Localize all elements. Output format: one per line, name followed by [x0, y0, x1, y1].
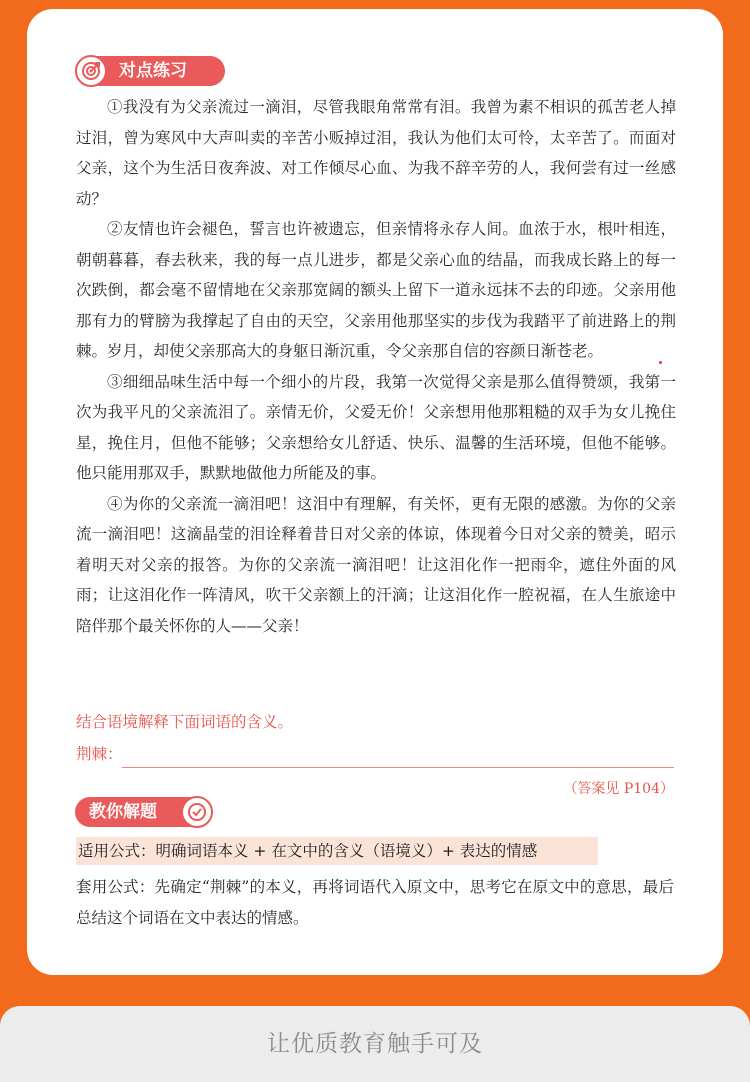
reading-passage	[76, 92, 676, 641]
formula-box: 适用公式：明确词语本义 + 在文中的含义（语境义）+ 表达的情感	[76, 837, 598, 865]
paragraph-2: ②友情也许会褪色，誓言也许被遗忘，但亲情将永存人间。血浓于水，根叶相连，朝朝暮暮，春去秋来，我的每一点儿进步，都是父亲心血的结晶，而我成长路上的每一次跌倒，都会毫不留情地在父亲那宽阔的额头上留下一道永远抹不去的印迹。父亲用他那有力的臂膀为我撑起了自由的天空，父亲用他那坚实的步伐为我踏平了前进路上的荆棘。岁月，却使父亲那高大的身躯日渐沉重，令父亲那自信的容颜日渐苍老。	[76, 220, 676, 360]
question-prompt: 结合语境解释下面词语的含义。	[76, 713, 294, 731]
practice-tag-label: 对点练习	[119, 61, 187, 81]
solve-tag-label: 教你解题	[89, 802, 157, 822]
solve-section-tag	[75, 797, 211, 827]
answer-label: 荆棘：	[76, 745, 123, 763]
answer-reference: （答案见 P104）	[563, 781, 674, 797]
answer-field[interactable]	[76, 742, 674, 768]
paragraph-3: ③细细品味生活中每一个细小的片段，我第一次觉得父亲是那么值得赞颂，我第一次为我平凡的父亲流泪了。亲情无价，父爱无价！父亲想用他那粗糙的双手为女儿挽住星，挽住月，但他不能够；父亲想给女儿舒适、快乐、温馨的生活环境，但他不能够。他只能用那双手，默默地做他力所能及的事。	[76, 372, 676, 482]
answer-line	[122, 767, 674, 768]
paragraph-1: ①我没有为父亲流过一滴泪，尽管我眼角常常有泪。我曾为素不相识的孤苦老人掉过泪，曾为寒风中大声叫卖的辛苦小贩掉过泪，我认为他们太可怜，太辛苦了。而面对父亲，这个为生活日夜奔波、对工作倾尽心血、为我不辞辛劳的人，我何尝有过一丝感动？	[76, 98, 676, 208]
paragraph-4: ④为你的父亲流一滴泪吧！这泪中有理解，有关怀，更有无限的感激。为你的父亲流一滴泪吧！这滴晶莹的泪诠释着昔日对父亲的体谅，体现着今日对父亲的赞美，昭示着明天对父亲的报答。为你的父亲流一滴泪吧！让这泪化作一把雨伞，遮住外面的风雨；让这泪化作一阵清风，吹干父亲额上的汗滴；让这泪化作一腔祝福，在人生旅途中陪伴那个最关怀你的人——父亲！	[76, 494, 676, 635]
apply-formula	[76, 872, 674, 934]
footer-slogan: 让优质教育触手可及	[267, 1031, 483, 1057]
apply-text: 先确定“荆棘”的本义，再将词语代入原文中，思考它在原文中的意思，最后总结这个词语在文中表达的情感。	[76, 878, 674, 927]
target-icon	[75, 55, 107, 87]
check-icon	[181, 796, 213, 828]
apply-label: 套用公式：	[76, 878, 155, 896]
practice-section-tag	[75, 56, 225, 86]
keyword-jingji: 荆棘	[76, 311, 676, 360]
